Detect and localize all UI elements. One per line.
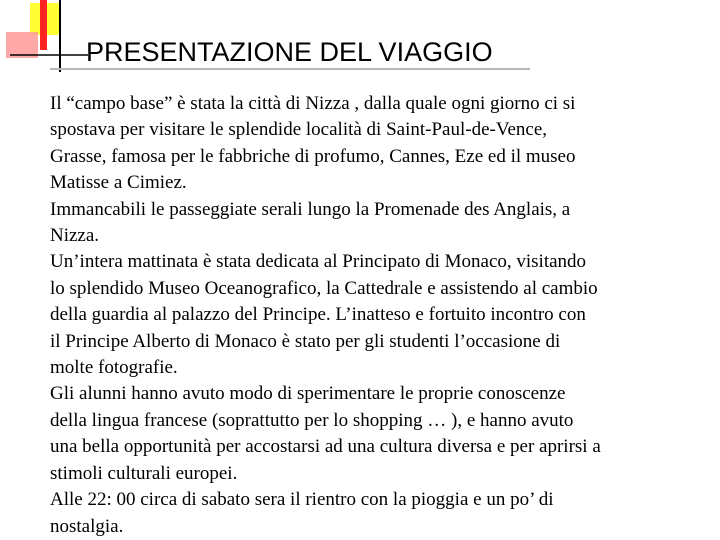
body-line: spostava per visitare le splendide località di Saint-Paul-de-Vence, [50, 119, 548, 141]
body-line: Un’intera mattinata è stata dedicata al Principato di Monaco, visitando [50, 251, 587, 273]
body-line: della guardia al palazzo del Principe. L’inatteso e fortuito incontro con [50, 304, 586, 326]
slide-body [50, 91, 710, 540]
title-underline [50, 68, 530, 70]
body-line: Alle 22: 00 circa di sabato sera il rientro con la pioggia e un po’ di [50, 489, 554, 511]
slide-header [50, 30, 530, 70]
body-line: una bella opportunità per accostarsi ad una cultura diversa e per aprirsi a [50, 436, 601, 458]
body-line: Gli alunni hanno avuto modo di sperimentare le proprie conoscenze [50, 383, 566, 405]
body-line: Grasse, famosa per le fabbriche di profumo, Cannes, Eze ed il museo [50, 145, 576, 167]
body-line: Matisse a Cimiez. [50, 172, 187, 194]
body-line: della lingua francese (soprattutto per lo shopping … ), e hanno avuto [50, 409, 574, 431]
body-line: molte fotografie. [50, 357, 178, 379]
body-line: Immancabili le passeggiate serali lungo la Promenade des Anglais, a [50, 198, 571, 220]
body-line: Nizza. [50, 225, 100, 247]
body-line: lo splendido Museo Oceanografico, la Cattedrale e assistendo al cambio [50, 277, 598, 299]
body-line: Il “campo base” è stata la città di Nizza , dalla quale ogni giorno ci si [50, 93, 576, 114]
slide-title: PRESENTAZIONE DEL VIAGGIO [86, 37, 493, 67]
deco-red-bar [40, 0, 47, 50]
body-line: il Principe Alberto di Monaco è stato per gli studenti l’occasione di [50, 330, 561, 352]
body-line: stimoli culturali europei. [50, 462, 238, 484]
deco-pink-square [6, 32, 38, 58]
body-line: nostalgia. [50, 515, 124, 537]
